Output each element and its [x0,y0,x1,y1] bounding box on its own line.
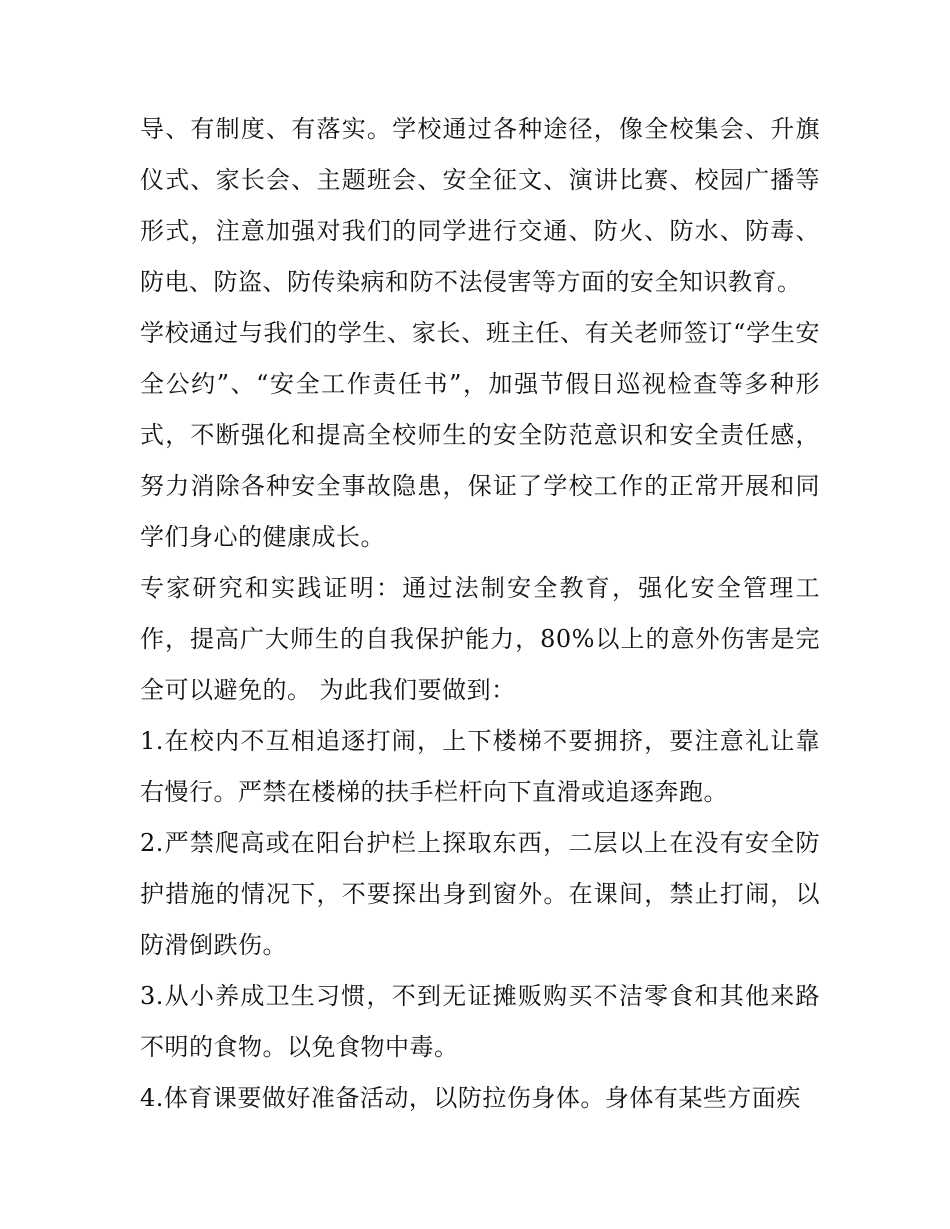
paragraph-safety-agreements: 学校通过与我们的学生、家长、班主任、有关老师签订“学生安全公约”、“安全工作责任书”，加强节假日巡视检查等多种形式，不断强化和提高全校师生的安全防范意识和安全责任感，努力消除各种安全事故隐患，保证了学校工作的正常开展和同学们身心的健康成长。 [140,319,820,551]
list-item-rule-3: 3.从小养成卫生习惯，不到无证摊贩购买不洁零食和其他来路不明的食物。以免食物中毒。 [140,982,820,1061]
paragraph-safety-education-forms: 导、有制度、有落实。学校通过各种途径，像全校集会、升旗仪式、家长会、主题班会、安全征文、演讲比赛、校园广播等形式，注意加强对我们的同学进行交通、防火、防水、防毒、防电、防盗、防传染病和防不法侵害等方面的安全知识教育。 [140,115,820,296]
paragraph-expert-research: 专家研究和实践证明：通过法制安全教育，强化安全管理工作，提高广大师生的自我保护能力，80%以上的意外伤害是完全可以避免的。 为此我们要做到： [140,574,820,704]
list-item-rule-4: 4.体育课要做好准备活动，以防拉伤身体。身体有某些方面疾 [140,1084,801,1112]
list-item-rule-2: 2.严禁爬高或在阳台护栏上探取东西，二层以上在没有安全防护措施的情况下，不要探出身到窗外。在课间，禁止打闹，以防滑倒跌伤。 [140,829,820,959]
document-body [140,104,820,1124]
list-item-rule-1: 1.在校内不互相追逐打闹，上下楼梯不要拥挤，要注意礼让靠右慢行。严禁在楼梯的扶手栏杆向下直滑或追逐奔跑。 [140,727,820,806]
